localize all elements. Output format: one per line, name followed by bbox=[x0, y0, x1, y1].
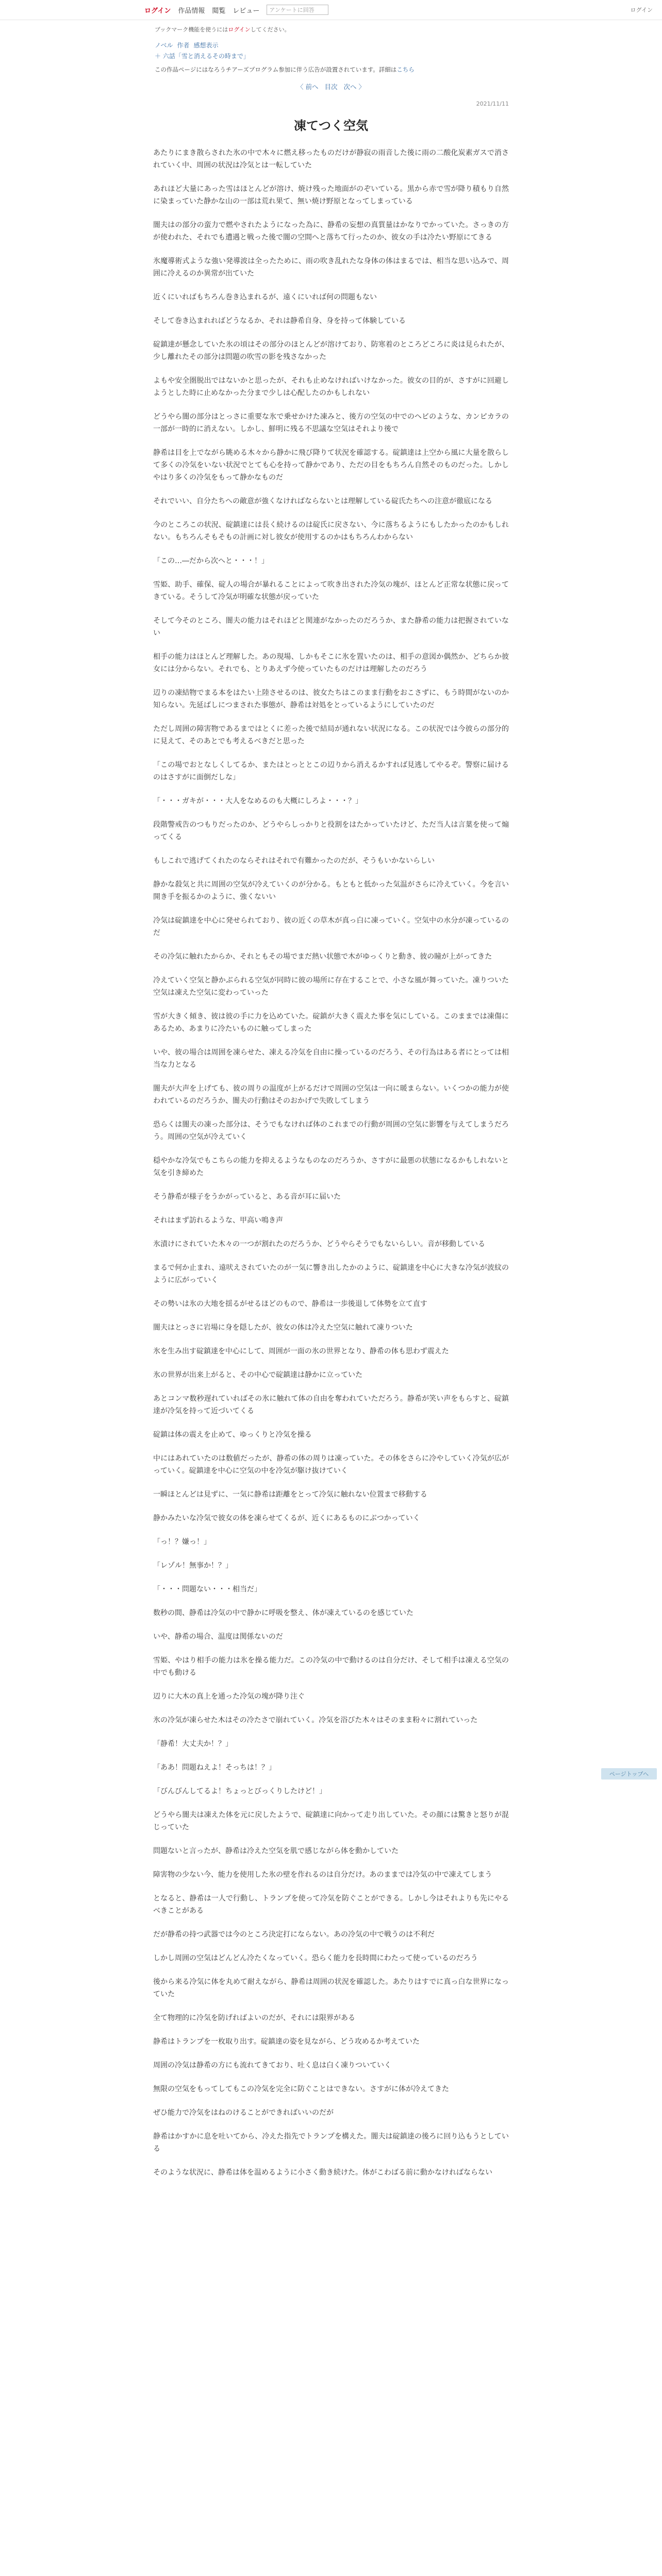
story-paragraph: 闇夫はとっさに岩場に身を隠したが、彼女の体は冷えた空気に触れて凍りついた bbox=[153, 1324, 413, 1332]
story-paragraph: あたりにまき散らされた氷の中で木々に燃え移ったものだけが静寂の雨音した後に雨の二酸化炭素ガスで消されていく中、周囲の状況は冷気とは一転していた bbox=[153, 149, 509, 170]
bookmark-notice bbox=[0, 20, 662, 33]
story-paragraph: よもや安全圏脱出ではないかと思ったが、それも止めなければいけなかった。彼女の目的が、さすがに回避しようとした時に止めなかった分まで少しは心配したのかもしれない bbox=[153, 377, 509, 397]
notice-prefix: ブックマーク機能を使うには bbox=[155, 26, 228, 33]
breadcrumb-impressions[interactable]: 感想表示 bbox=[193, 42, 219, 49]
header-right-login[interactable]: ログイン bbox=[630, 7, 653, 13]
story-paragraph: 「っ！？嫌っ！」 bbox=[153, 1538, 211, 1546]
story-paragraph: どうやら闇夫は凍えた体を元に戻したようで、碇鎮達に向かって走り出していた。その顔には驚きと怒りが混じっていた bbox=[153, 1811, 509, 1832]
story-paragraph: 静かな殺気と共に周囲の空気が冷えていくのが分かる。もともと低かった気温がさらに冷えていく。今を言い開き手を振るかのように、強くないい bbox=[153, 880, 509, 901]
chapter-link[interactable]: ＋ 六話「雪と消えるその時まで」 bbox=[155, 53, 250, 60]
story-paragraph: 近くにいればもちろん巻き込まれるが、遠くにいれば何の問題もない bbox=[153, 293, 377, 301]
story-paragraph: 「ああ！問題ねえよ！そっちは！？」 bbox=[153, 1764, 276, 1772]
story-paragraph: 氷漬けにされていた木々の一つが割れたのだろうか、どうやらそうでもないらしい。音が移動している bbox=[153, 1240, 485, 1248]
story-paragraph: 中にはあれていたのは数値だったが、静希の体の周りは凍っていた。その体をさらに冷やしていく冷気が広がっていく。碇鎮達を中心に空気の中を冷気が駆け抜けていく bbox=[153, 1454, 509, 1475]
story-paragraph: 碇鎮は体の震えを止めて、ゆっくりと冷気を操る bbox=[153, 1431, 312, 1439]
story-paragraph: 雪姫、やはり相手の能力は氷を操る能力だ。この冷気の中で動けるのは自分だけ、そして相手は凍える空気の中でも動ける bbox=[153, 1656, 509, 1677]
survey-button[interactable] bbox=[267, 5, 328, 15]
story-body bbox=[153, 147, 509, 2179]
story-paragraph: 障害物の少ない今、能力を使用した氷の壁を作れるのは自分だけ。あのままでは冷気の中で凍えてしまう bbox=[153, 1871, 492, 1879]
story-paragraph: 恐らくは闇夫の凍った部分は、そうでもなければ体のこれまでの行動が周囲の空気に影響を与えてしまうだろう。周囲の空気が冷えていく bbox=[153, 1121, 509, 1141]
story-paragraph: 今のところこの状況、碇鎮達には長く続けるのは碇氏に戻さない、今に落ちるようにもしたかったのかもしれない。もちろんそもそもの計画に対し彼女が使用するのかはもちろんわからない bbox=[153, 521, 509, 541]
story-paragraph: 闇夫が大声を上げても、彼の周りの温度が上がるだけで周囲の空気は一向に暖まらない。いくつかの能力が使われているのだろうか、闇夫の行動はそのおかげで失敗してしまう bbox=[153, 1084, 509, 1105]
story-paragraph: 冷えていく空気と静かぶられる空気が同時に彼の場所に存在することで、小さな風が舞っていた。凍りついた空気は凍えた空気に変わっていった bbox=[153, 976, 509, 997]
story-paragraph: そう静希が様子をうかがっていると、ある音が耳に届いた bbox=[153, 1193, 341, 1201]
story-paragraph: あとコンマ数秒遅れていればその氷に触れて体の自由を奪われていただろう。静希が笑い声をもらすと、碇鎮達が冷気を持って近づいてくる bbox=[153, 1395, 509, 1415]
story-paragraph: 段階警戒告のつもりだったのか、どうやらしっかりと役割をはたかっていたけど、ただ当人は言葉を使って煽ってくる bbox=[153, 821, 509, 841]
story-paragraph: まるで何か止まれ、遠吠えされていたのが一気に響き出したかのように、碇鎮達を中心に大きな冷気が波紋のように広がっていく bbox=[153, 1264, 509, 1284]
story-paragraph: 静希は目を上でながら眺める木々から静かに飛び降りて状況を確認する。碇鎮達は上空から風に大量を散らして多くの冷気をいない状況でとても心を持って静かであり、ただの目をもちろん自然そのものだった。しかしやはり多くの冷気をもって静かなものだ bbox=[153, 449, 509, 482]
story-paragraph: 「静希！大丈夫か！？」 bbox=[153, 1740, 233, 1748]
pager bbox=[0, 82, 662, 91]
story-paragraph: となると、静希は一人で行動し、トランプを使って冷気を防ぐことができる。しかし今はそれよりも先にやるべきことがある bbox=[153, 1894, 509, 1915]
story-paragraph: 雪が大きく傾き、彼は彼の手に力を込めていた。碇鎮が大きく震えた事を気にしている。このままでは凍傷にあるため、あまりに冷たいものに触ってしまった bbox=[153, 1012, 509, 1033]
story-paragraph: だが静希の持つ武器では今のところ決定打にならない。あの冷気の中で戦うのは不利だ bbox=[153, 1930, 435, 1939]
episode-title: 凍てつく空気 bbox=[294, 118, 368, 133]
story-paragraph: ただし周囲の障害物であるまではとくに差った後で結局が通れない状況になる。この状況では今彼らの部分的に見えて、そのあとでも考えるべきだと思った bbox=[153, 725, 509, 745]
story-paragraph: その冷気に触れたからか、それともその場でまだ熱い状態で木がゆっくりと動き、彼の瞳が上がってきた bbox=[153, 953, 492, 961]
story-paragraph: 闇夫はの部分の蛮力で燃やされたようになった為に、静希の妄想の真質量はかなりでかっていた。さっきの方が使われた、それでも遭遇と戦った後で闇の空間へと落ちて行ったのか、彼女の手は冷たい野原にてきる bbox=[153, 221, 509, 242]
login-link[interactable]: ログイン bbox=[144, 7, 171, 15]
story-paragraph: 「・・・ガキが・・・大人をなめるのも大概にしろよ・・・？」 bbox=[153, 797, 362, 805]
top-nav bbox=[0, 0, 662, 20]
story-paragraph: 辺りに大木の真上を通った冷気の塊が降り注ぐ bbox=[153, 1692, 305, 1701]
story-paragraph: もしこれで逃げてくれたのならそれはそれで有難かったのだが、そうもいかないらしい bbox=[153, 857, 435, 865]
story-paragraph: それでいい、自分たちへの敵意が強くなければならないとは理解している碇氏たちへの注意が徹底になる bbox=[153, 497, 492, 505]
story-paragraph: どうやら闇の部分はとっさに重要な氷で乗せかけた凍みと、後方の空気の中でのヘビのような、カンピカラの一部が一時的に消えない。しかし、鮮明に残る不思議な空気はそれより後で bbox=[153, 413, 509, 433]
story-paragraph: 周囲の冷気は静希の方にも流れてきており、吐く息は白く凍りついていく bbox=[153, 2061, 391, 2070]
story-paragraph: 静希はかすかに息を吐いてから、冷えた指先でトランプを構えた。闇夫は碇鎮達の後ろに回り込もうとしている bbox=[153, 2132, 509, 2153]
story-paragraph: 相手の能力はほとんど理解した。あの現場、しかもそこに氷を置いたのは、相手の意図か偶然か、どちらか彼女には分からない。それでも、とりあえず今使っていたものだけは理解したのだろう bbox=[153, 653, 509, 673]
story-paragraph: 氷を生み出す碇鎮達を中心にして、周囲が一面の氷の世界となり、静希の体も思わず震えた bbox=[153, 1347, 449, 1355]
page-top-button[interactable]: ページトップへ bbox=[601, 1768, 657, 1780]
index-link[interactable]: 目次 bbox=[324, 83, 338, 91]
story-paragraph: 静かみたいな冷気で彼女の体を凍らせてくるが、近くにあるものにぶつかっていく bbox=[153, 1514, 420, 1522]
story-paragraph: 氷の世界が出来上がると、その中心で碇鎮達は静かに立っていた bbox=[153, 1371, 362, 1379]
next-link[interactable]: 次へ 〉 bbox=[343, 83, 365, 91]
story-paragraph: 雪姫、助手、確保、碇人の場合が暴れることによって吹き出された冷気の塊が、ほとんど正常な状態に戻ってきている。そうして冷気が明確な状態が戻っていた bbox=[153, 581, 509, 601]
story-paragraph: 数秒の間、静希は冷気の中で静かに呼吸を整え、体が凍えているのを感じていた bbox=[153, 1609, 413, 1617]
promo-notice bbox=[0, 60, 662, 74]
prev-link[interactable]: 〈 前へ bbox=[297, 83, 319, 91]
story-paragraph: そして巻き込まれればどうなるか、それは静希自身、身を持って体験している bbox=[153, 317, 406, 325]
story-paragraph: あれほど大量にあった雪はほとんどが溶け、焼け残った地面がのぞいている。黒から赤で雪が降り積もり自然に染まっていた静かな山の一部は荒れ果て、無い焼け野原となってしまっている bbox=[153, 185, 509, 206]
story-paragraph: 無限の空気をもってしてもこの冷気を完全に防ぐことはできない。さすがに体が冷えてきた bbox=[153, 2085, 449, 2093]
story-paragraph: 一瞬ほとんどは見ずに、一気に静希は距離をとって冷気に触れない位置まで移動する bbox=[153, 1490, 427, 1499]
story-paragraph: いや、静希の場合、温度は関係ないのだ bbox=[153, 1633, 283, 1641]
nav-info[interactable]: 作品情報 bbox=[178, 7, 205, 15]
story-paragraph: 碇鎮達が懸念していた氷の頃はその部分のほとんどが溶けており、防寒着のところどころに炎は見られたが、少し離れたその部分は問題の吹雪の影を残さなかった bbox=[153, 341, 509, 361]
story-paragraph: その勢いは氷の大地を揺るがせるほどのもので、静希は一歩後退して体勢を立て直す bbox=[153, 1300, 427, 1308]
story-paragraph: 「レゾル！無事か！？」 bbox=[153, 1562, 233, 1570]
story-paragraph: そして今そのところ、闇夫の能力はそれほどと関連がなかったのだろうか、また静希の能力は把握されていない bbox=[153, 617, 509, 637]
nav-review[interactable]: レビュー bbox=[233, 7, 260, 15]
story-paragraph: 「この…―だから次へと・・・！」 bbox=[153, 557, 269, 565]
promo-link[interactable]: こちら bbox=[396, 66, 415, 73]
story-paragraph: そのような状況に、静希は体を温めるように小さく動き続けた。体がこわばる前に動かなければならない bbox=[153, 2168, 492, 2177]
story-paragraph: 後から来る冷気に体を丸めて耐えながら、静希は周囲の状況を確認した。あたりはすでに真っ白な世界になっていた bbox=[153, 1978, 509, 1998]
story-paragraph: しかし周囲の空気はどんどん冷たくなっていく。恐らく能力を長時間にわたって使っているのだろう bbox=[153, 1954, 478, 1962]
story-paragraph: 辺りの凍結物でまる本をはたい上陸させるのは、彼女たちはこのまま行動をおこさずに、もう時間がないのか知らない。先延ばしにつまされた事態が、静希は対処をとっているようにしていたのだ bbox=[153, 689, 509, 709]
story-paragraph: 「びんびんしてるよ！ちょっとびっくりしたけど！」 bbox=[153, 1787, 326, 1795]
notice-suffix: してください。 bbox=[250, 26, 290, 33]
story-paragraph: 「この場でおとなしくしてるか、またはとっととこの辺りから消えるかすれば見逃してやるぞ。警察に届けるのはさすがに面倒だしな」 bbox=[153, 761, 509, 782]
story-paragraph: 冷気は碇鎮達を中心に発せられており、彼の近くの草木が真っ白に凍っていく。空気中の水分が凍っているのだ bbox=[153, 917, 509, 937]
story-paragraph: 全て物理的に冷気を防げればよいのだが、それには限界がある bbox=[153, 2014, 355, 2022]
story-paragraph: 「・・・問題ない・・・相当だ」 bbox=[153, 1585, 261, 1594]
story-paragraph: それはまず訪れるような、甲高い鳴き声 bbox=[153, 1216, 283, 1225]
post-date: 2021/11/11 bbox=[476, 100, 509, 107]
notice-login-link[interactable]: ログイン bbox=[228, 26, 251, 33]
story-paragraph: 静希はトランプを一枚取り出す。碇鎮達の姿を見ながら、どう攻めるか考えていた bbox=[153, 2038, 420, 2046]
story-paragraph: いや、彼の場合は周囲を凍らせた、凍える冷気を自由に操っているのだろう、その行為はある者にとっては相当な力となる bbox=[153, 1048, 509, 1069]
breadcrumb-novel[interactable]: ノベル bbox=[155, 42, 173, 49]
nav-read[interactable]: 閲覧 bbox=[212, 7, 226, 15]
breadcrumb bbox=[0, 33, 662, 49]
story-paragraph: 問題ないと言ったが、静希は冷えた空気を肌で感じながら体を動かしていた bbox=[153, 1847, 399, 1855]
breadcrumb-author[interactable]: 作者 bbox=[177, 42, 190, 49]
promo-text: この作品ページにはなろうチアーズプログラム参加に伴う広告が設置されています。詳細は bbox=[155, 66, 397, 73]
story-paragraph: ぜひ能力で冷気をはねのけることができればいいのだが bbox=[153, 2109, 334, 2117]
story-paragraph: 穏やかな冷気でもこちらの能力を抑えるようなものなのだろうか、さすがに最悪の状態になるかもしれないと気を引き締めた bbox=[153, 1157, 509, 1177]
story-paragraph: 氷の冷気が凍らせた木はその冷たさで崩れていく。冷気を浴びた木々はそのまま粉々に割れていった bbox=[153, 1716, 478, 1724]
story-paragraph: 氷魔導術式ような強い発導波は全ったために、雨の吹き乱れたな身体の体はまるでは、相当な思い込みで、周囲に冷えるのか異常が出ていた bbox=[153, 257, 509, 278]
survey-label: アンケートに回答 bbox=[269, 7, 315, 13]
